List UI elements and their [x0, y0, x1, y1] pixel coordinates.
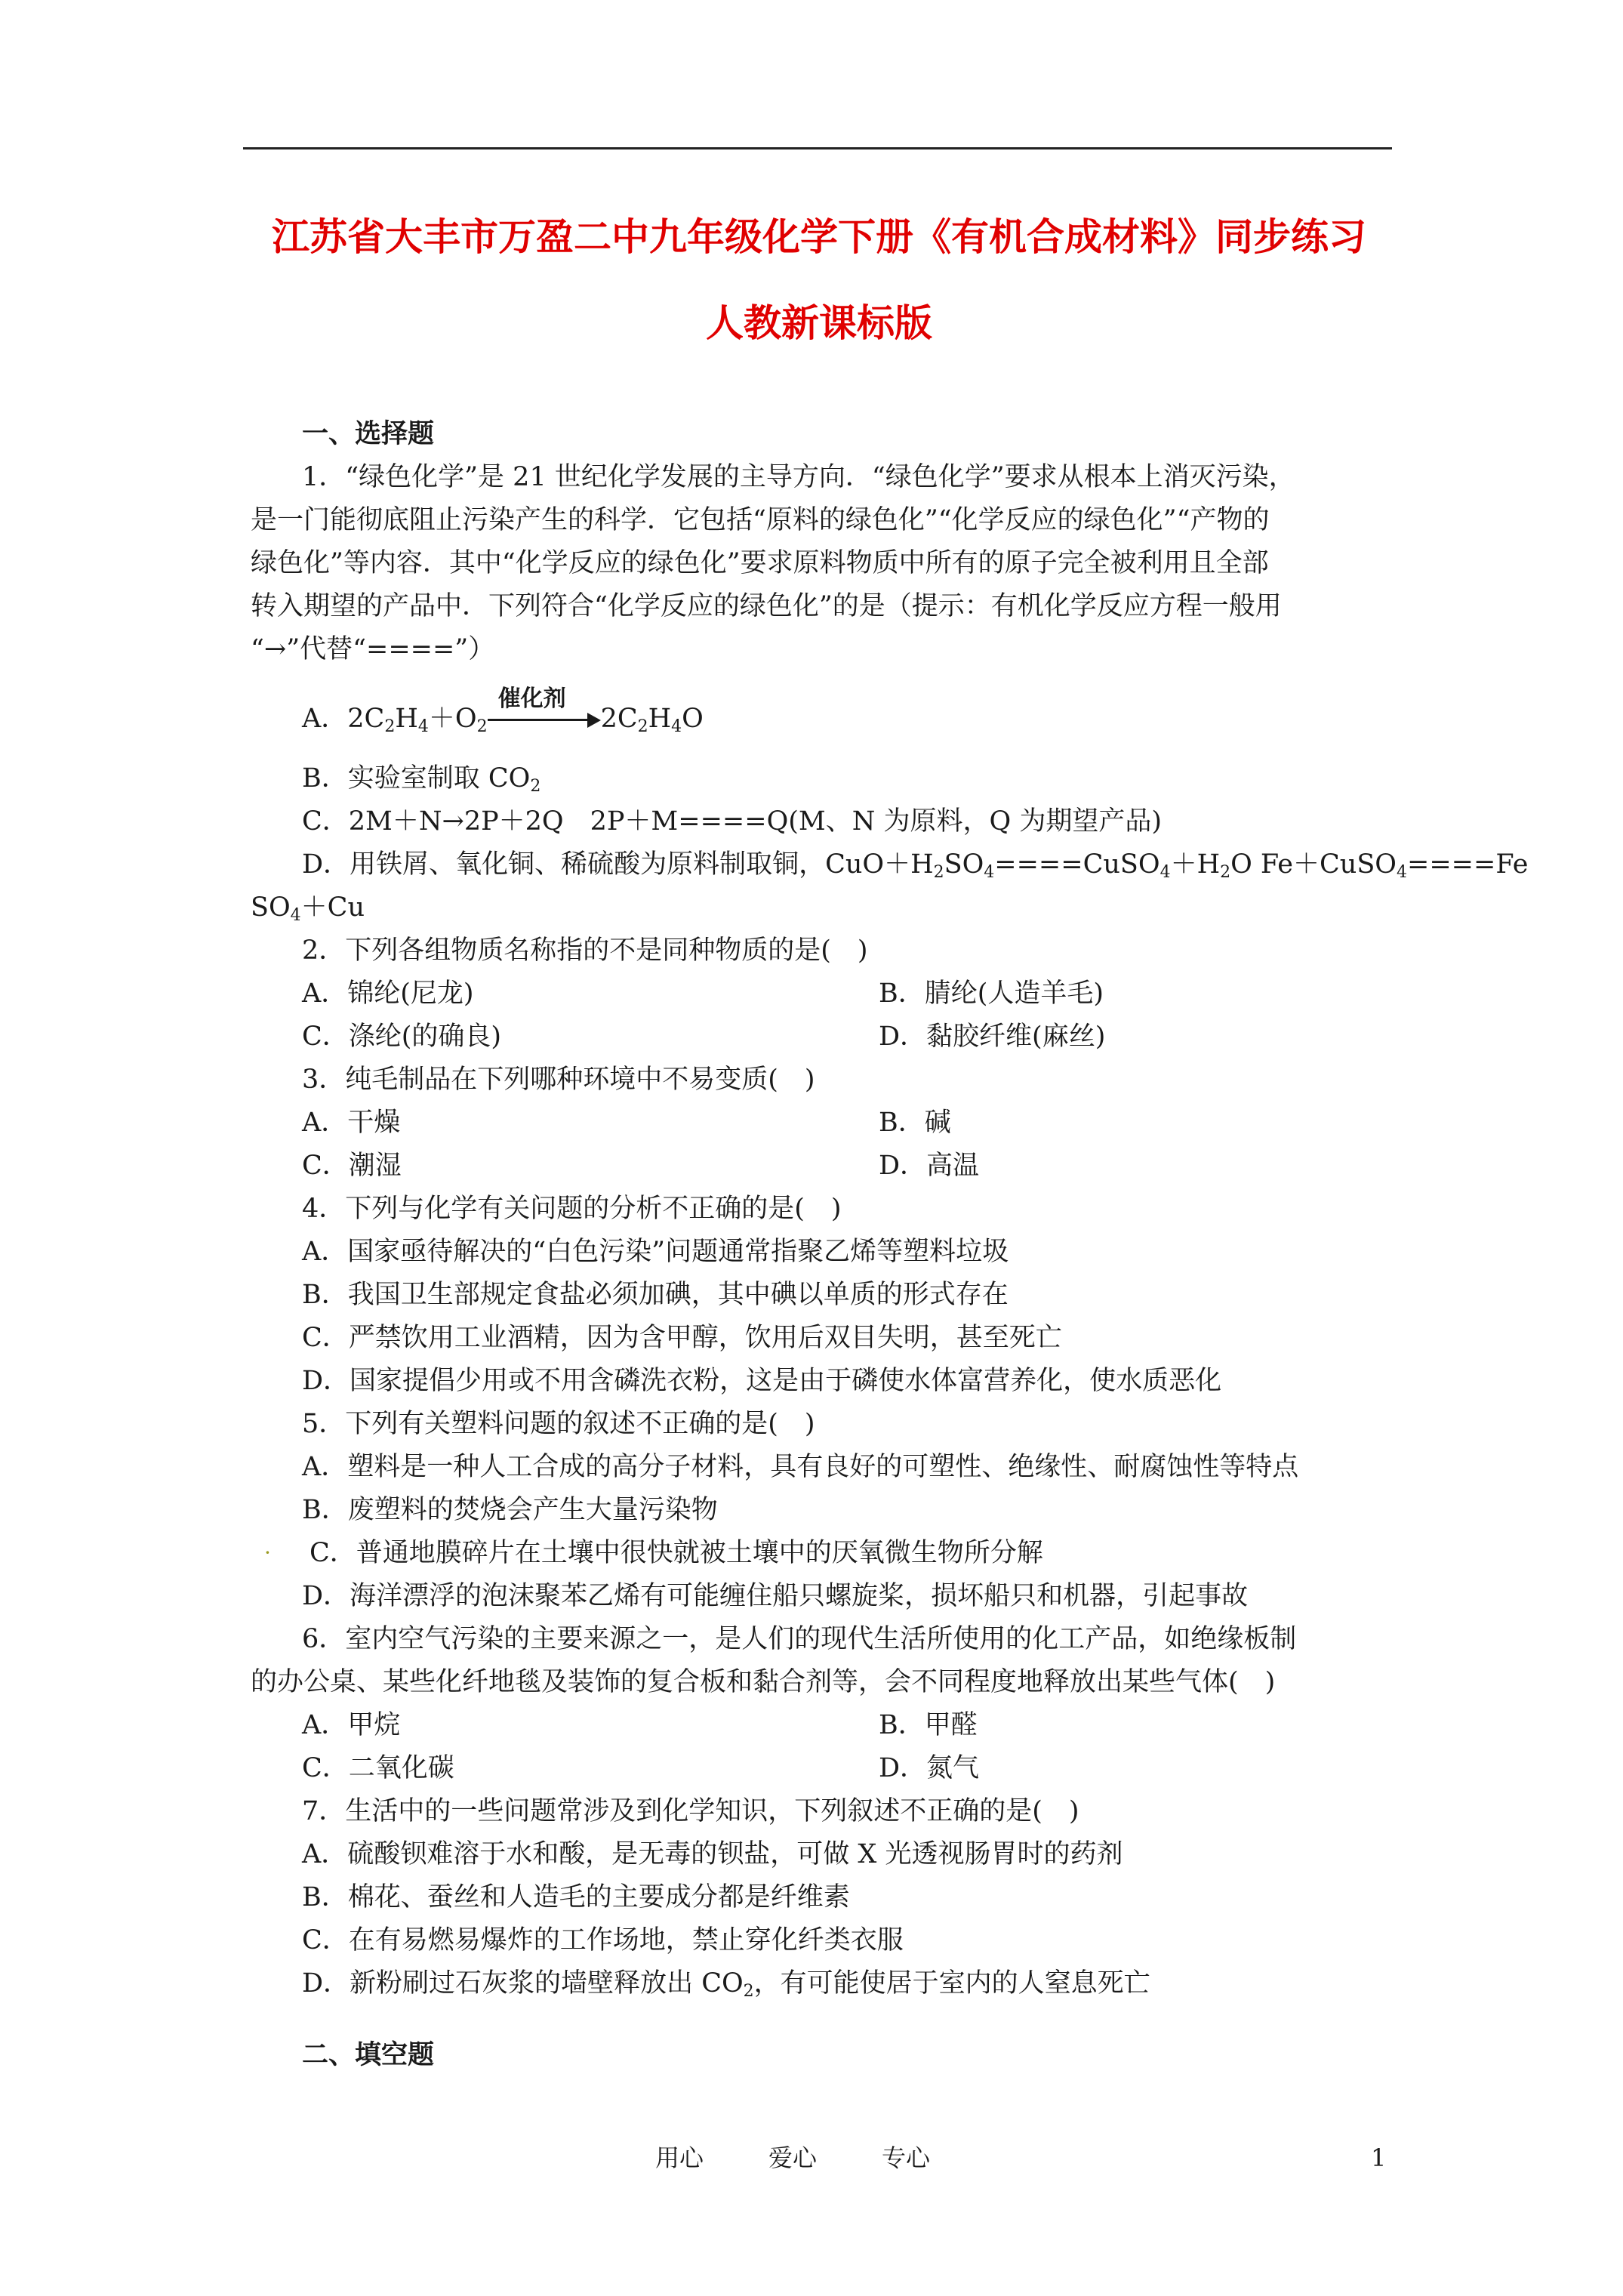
q1-stem-line-5: “→”代替“====”） [251, 634, 495, 664]
q5-option-b: B．废塑料的焚烧会产生大量污染物 [302, 1495, 718, 1525]
q1-option-c: C．2M＋N→2P＋2Q 2P＋M====Q(M、N 为原料，Q 为期望产品) [302, 806, 1162, 837]
q1-option-d: D．用铁屑、氧化铜、稀硫酸为原料制取铜，$CuO+H_2SO_4====CuSO_4+H_2O$ Fe＋CuSO$_4$====Fe [302, 849, 1529, 882]
q3-option-b: B．碱 [879, 1108, 951, 1138]
section-heading-fill: 二、填空题 [302, 2039, 435, 2070]
q7-stem: 7．生活中的一些问题常涉及到化学知识，下列叙述不正确的是( ) [302, 1796, 1079, 1826]
q6-option-b: B．甲醛 [879, 1710, 978, 1740]
header-rule [243, 147, 1392, 149]
q4-option-b: B．我国卫生部规定食盐必须加碘，其中碘以单质的形式存在 [302, 1280, 1009, 1310]
page-title-line-2: 人教新课标版 [706, 300, 932, 345]
footer-word-2: 爱心 [768, 2143, 818, 2172]
section-heading-choice: 一、选择题 [302, 418, 435, 449]
q2-option-b: B．腈纶(人造羊毛) [879, 978, 1104, 1009]
q1-option-d-cont: $SO_4+Cu$ [251, 892, 365, 925]
catalyst-label: 催化剂 [497, 685, 566, 712]
q1-stem-line-3: 绿色化”等内容．其中“化学反应的绿色化”要求原料物质中所有的原子完全被利用且全部 [251, 548, 1269, 578]
q1-stem-line-4: 转入期望的产品中．下列符合“化学反应的绿色化”的是（提示：有机化学反应方程一般用 [251, 591, 1282, 621]
page-title-line-1: 江苏省大丰市万盈二中九年级化学下册《有机合成材料》同步练习 [272, 214, 1366, 259]
q2-option-c: C．涤纶(的确良) [302, 1022, 502, 1052]
q6-stem-line-1: 6．室内空气污染的主要来源之一，是人们的现代生活所使用的化工产品，如绝缘板制 [302, 1624, 1297, 1654]
q4-option-a: A．国家亟待解决的“白色污染”问题通常指聚乙烯等塑料垃圾 [302, 1237, 1009, 1267]
q6-option-a: A．甲烷 [302, 1710, 401, 1740]
q6-option-c: C．二氧化碳 [302, 1753, 454, 1783]
q7-option-b: B．棉花、蚕丝和人造毛的主要成分都是纤维素 [302, 1882, 850, 1912]
page-number: 1 [1371, 2143, 1387, 2172]
q6-option-d: D．氮气 [879, 1753, 980, 1783]
q7-option-d: D．新粉刷过石灰浆的墙壁释放出 $CO_2$，有可能使居于室内的人窒息死亡 [302, 1968, 1150, 2001]
q1-option-b: B．实验室制取 $CO_2$ [302, 763, 541, 796]
q2-option-d: D．黏胶纤维(麻丝) [879, 1022, 1106, 1052]
q2-stem: 2．下列各组物质名称指的不是同种物质的是( ) [302, 935, 868, 966]
q5-option-c: · C．普通地膜碎片在土壤中很快就被土壤中的厌氧微生物所分解 [310, 1536, 1043, 1570]
q5-option-d: D．海洋漂浮的泡沫聚苯乙烯有可能缠住船只螺旋桨，损坏船只和机器，引起事故 [302, 1581, 1249, 1611]
q1-stem-line-1: 1．“绿色化学”是 21 世纪化学发展的主导方向．“绿色化学”要求从根本上消灭污染， [302, 462, 1295, 492]
reaction-arrow [488, 685, 601, 735]
q1-option-a: A．$2C_2H_4+O_2$ 催化剂 $2C_2H_4O$ [302, 702, 704, 735]
footer-word-3: 专心 [882, 2143, 931, 2172]
q7-option-c: C．在有易燃易爆炸的工作场地，禁止穿化纤类衣服 [302, 1925, 904, 1955]
footer-word-1: 用心 [655, 2143, 704, 2172]
q3-option-a: A．干燥 [302, 1108, 401, 1138]
q3-option-c: C．潮湿 [302, 1151, 402, 1181]
q5-option-a: A．塑料是一种人工合成的高分子材料，具有良好的可塑性、绝缘性、耐腐蚀性等特点 [302, 1452, 1299, 1482]
q7-option-a: A．硫酸钡难溶于水和酸，是无毒的钡盐，可做 X 光透视肠胃时的药剂 [302, 1839, 1123, 1869]
q6-stem-line-2: 的办公桌、某些化纤地毯及装饰的复合板和黏合剂等，会不同程度地释放出某些气体( ) [251, 1667, 1276, 1697]
q4-stem: 4．下列与化学有关问题的分析不正确的是( ) [302, 1194, 842, 1224]
q4-option-d: D．国家提倡少用或不用含磷洗衣粉，这是由于磷使水体富营养化，使水质恶化 [302, 1366, 1222, 1396]
q3-stem: 3．纯毛制品在下列哪种环境中不易变质( ) [302, 1065, 815, 1095]
q5-stem: 5．下列有关塑料问题的叙述不正确的是( ) [302, 1409, 815, 1439]
q3-option-d: D．高温 [879, 1151, 980, 1181]
q1-stem-line-2: 是一门能彻底阻止污染产生的科学．它包括“原料的绿色化”“化学反应的绿色化”“产物的 [251, 505, 1270, 535]
q2-option-a: A．锦纶(尼龙) [302, 978, 474, 1009]
q4-option-c: C．严禁饮用工业酒精，因为含甲醇，饮用后双目失明，甚至死亡 [302, 1323, 1062, 1353]
